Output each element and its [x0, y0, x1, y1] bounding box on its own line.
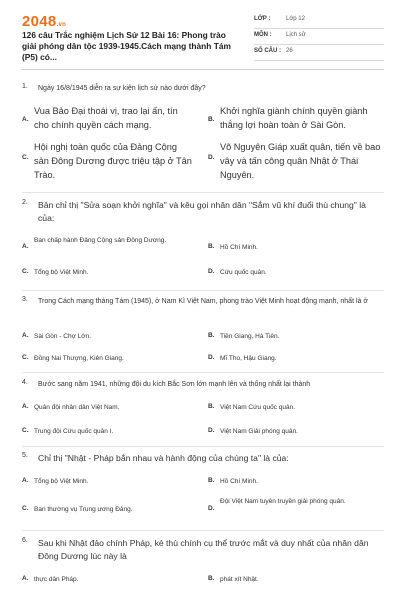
- answer-option[interactable]: [208, 477, 384, 491]
- meta-label: LỚP :: [254, 16, 271, 22]
- answer-letter: D.: [208, 354, 215, 361]
- answer-option[interactable]: [208, 140, 384, 184]
- answer-letter: D.: [208, 268, 215, 275]
- answer-text: Mĩ Tho, Hậu Giang.: [220, 355, 277, 362]
- header: [0, 0, 400, 70]
- answer-letter: A.: [22, 243, 29, 250]
- answer-text: Trung đội Cứu quốc quân I.: [34, 428, 114, 435]
- answer-text: Khởi nghĩa giành chính quyền giành thắng lợi hoàn toàn ở Sài Gòn.: [220, 106, 368, 130]
- answer-text: Tiền Giang, Hà Tiên.: [220, 333, 280, 340]
- question-text: Bản chỉ thị "Sửa soạn khởi nghĩa" và kêu gọi nhân dân "Sắm vũ khí đuổi thù chung" là của:: [38, 200, 366, 223]
- answer-option[interactable]: [22, 268, 192, 282]
- answer-option[interactable]: [22, 354, 192, 368]
- answer-option[interactable]: [22, 477, 192, 491]
- answer-letter: C.: [22, 505, 29, 512]
- answer-option[interactable]: [208, 427, 384, 441]
- answer-option[interactable]: [22, 236, 192, 260]
- answer-letter: B.: [208, 403, 215, 410]
- answer-option[interactable]: [208, 268, 384, 282]
- answer-letter: A.: [22, 403, 29, 410]
- question-divider: [22, 530, 384, 531]
- question-number: 5.: [22, 452, 28, 459]
- question-number: 6.: [22, 537, 28, 544]
- meta-value: Lịch sử: [286, 32, 306, 38]
- answer-letter: B.: [208, 243, 215, 250]
- answer-text: Việt Nam Cứu quốc quân.: [220, 404, 296, 411]
- answer-option[interactable]: [208, 104, 384, 138]
- meta-value: Lớp 12: [286, 16, 305, 22]
- answer-text: Việt Nam Giải phóng quân.: [220, 428, 298, 435]
- question-number: 4.: [22, 379, 28, 386]
- question-number: 1.: [22, 83, 28, 90]
- answer-letter: B.: [208, 116, 215, 123]
- question-number: 2.: [22, 199, 28, 206]
- meta-value: 26: [286, 48, 293, 54]
- answer-letter: A.: [22, 575, 29, 582]
- answer-text: Quân đội nhân dân Việt Nam.: [34, 404, 120, 411]
- answer-option[interactable]: [22, 104, 192, 138]
- answer-option[interactable]: [208, 354, 384, 368]
- answer-letter: C.: [22, 427, 29, 434]
- quiz-meta: [254, 13, 384, 61]
- site-logo[interactable]: 2048.vn: [22, 13, 67, 30]
- meta-label: SỐ CÂU :: [254, 48, 281, 54]
- answer-letter: C.: [22, 268, 29, 275]
- answer-letter: C.: [22, 154, 29, 161]
- answer-option[interactable]: [22, 332, 192, 346]
- answer-letter: A.: [22, 332, 29, 339]
- answer-text: Ban chấp hành Đảng Cộng sản Đông Dương.: [34, 237, 167, 244]
- question-divider: [22, 372, 384, 373]
- answer-option[interactable]: [22, 503, 192, 517]
- answer-text: Ban thường vụ Trung ương Đảng.: [34, 506, 133, 513]
- answer-text: Đồng Nai Thượng, Kiên Giang.: [34, 355, 124, 362]
- question-text: Sau khi Nhật đảo chính Pháp, kẻ thù chính cụ thể trước mắt và duy nhất của nhân dân Đông Dương lúc này là: [38, 538, 369, 561]
- answer-letter: B.: [208, 575, 215, 582]
- answer-option[interactable]: [208, 332, 384, 346]
- question-divider: [22, 290, 384, 291]
- answer-text: Tổng bộ Việt Minh.: [34, 478, 89, 485]
- answer-letter: A.: [22, 477, 29, 484]
- answer-text: Vua Bảo Đại thoái vị, trao lại ấn, tín cho chính quyền cách mạng.: [34, 106, 178, 130]
- answer-text: Hồ Chí Minh.: [220, 478, 258, 485]
- answer-text: Cứu quốc quân.: [220, 269, 267, 276]
- answer-text: thực dân Pháp.: [34, 576, 79, 583]
- answer-option[interactable]: [208, 236, 384, 260]
- meta-row-class: [254, 13, 384, 29]
- answer-option[interactable]: [22, 140, 192, 184]
- question-text: Ngày 16/8/1945 diễn ra sự kiện lịch sử nào dưới đây?: [38, 85, 206, 92]
- answer-letter: D.: [208, 505, 215, 512]
- question-divider: [22, 446, 384, 447]
- meta-label: MÔN :: [254, 32, 272, 38]
- answer-text: Hội nghị toàn quốc của Đảng Cộng sản Đông Dương được triệu tập ở Tân Trào.: [34, 142, 192, 180]
- header-divider: [22, 69, 384, 70]
- answer-text: Hồ Chí Minh.: [220, 244, 258, 251]
- quiz-title: 126 câu Trắc nghiệm Lịch Sử 12 Bài 16: Phong trào giải phóng dân tộc 1939-1945.Cách mạng thành Tám (P5) có...: [22, 30, 231, 62]
- answer-text: phát xít Nhật.: [220, 576, 259, 583]
- answer-option[interactable]: [208, 575, 384, 589]
- answer-letter: B.: [208, 332, 215, 339]
- answer-letter: C.: [22, 354, 29, 361]
- answer-text: Đội Việt Nam tuyên truyền giải phóng quân.: [220, 498, 346, 505]
- answer-text: Võ Nguyên Giáp xuất quân, tiến về bao vây và tấn công quân Nhật ở Thái Nguyên.: [220, 142, 381, 180]
- answer-option[interactable]: [208, 497, 384, 521]
- answer-letter: A.: [22, 116, 29, 123]
- answer-option[interactable]: [22, 403, 192, 417]
- answer-text: Tổng bộ Việt Minh.: [34, 269, 89, 276]
- question-divider: [22, 192, 384, 193]
- answer-letter: D.: [208, 154, 215, 161]
- answer-option[interactable]: [208, 403, 384, 417]
- question-text: Trong Cách mạng tháng Tám (1945), ở Nam Kì Việt Nam, phong trào Việt Minh hoạt động mạnh, nhất là ở: [38, 298, 368, 305]
- answer-option[interactable]: [22, 427, 192, 441]
- meta-row-count: [254, 45, 384, 61]
- meta-row-subject: [254, 29, 384, 45]
- answer-letter: B.: [208, 477, 215, 484]
- answer-option[interactable]: [22, 575, 192, 589]
- question-number: 3.: [22, 296, 28, 303]
- answer-text: Sài Gòn - Chợ Lớn.: [34, 333, 91, 340]
- answer-letter: D.: [208, 427, 215, 434]
- question-text: Bước sang năm 1941, những đội du kích Bắc Sơn lớn mạnh lên và thống nhất lại thành: [38, 381, 311, 388]
- question-text: Chỉ thị "Nhật - Pháp bắn nhau và hành động của chúng ta" là của:: [38, 453, 289, 463]
